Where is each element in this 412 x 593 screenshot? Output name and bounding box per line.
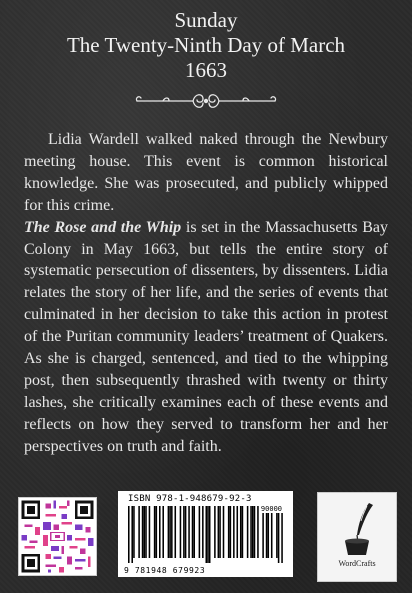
- barcode-bar: [278, 506, 280, 563]
- barcode-bar: [168, 506, 170, 558]
- barcode-bar: [219, 506, 221, 558]
- barcode-bar: [230, 506, 232, 558]
- barcode-bar: [206, 506, 208, 563]
- description-paragraph-1: Lidia Wardell walked naked through the Newbury meeting house. This event is common historical knowledge. She was prosecuted, and publicly whipped for this crime.: [24, 131, 388, 214]
- barcode-bar: [193, 506, 195, 558]
- barcode-bar: [145, 506, 147, 558]
- barcode-bar: [138, 506, 140, 558]
- barcode-bar: [223, 506, 225, 558]
- barcode-bar: [192, 506, 194, 558]
- qr-code-icon: [19, 498, 96, 575]
- barcode-bar: [237, 506, 239, 558]
- barcode-bar: [199, 506, 201, 558]
- barcode-bar: [240, 506, 242, 558]
- heading-date: The Twenty-Ninth Day of March: [66, 33, 346, 57]
- barcode-bar: [185, 506, 187, 558]
- publisher-name: WordCrafts: [338, 559, 376, 568]
- barcode-bar: [156, 506, 158, 558]
- barcode-bar: [131, 506, 133, 563]
- barcode-bar: [175, 506, 177, 558]
- quill-inkwell-icon: [333, 501, 381, 557]
- barcode-bar: [202, 506, 204, 558]
- barcode-bar: [250, 506, 252, 558]
- barcode-bar: [247, 506, 249, 558]
- barcode-bar: [180, 506, 182, 558]
- barcode-bar: [214, 506, 216, 558]
- barcode-bar: [209, 506, 211, 563]
- barcode-bar: [276, 506, 278, 558]
- book-title: The Rose and the Whip: [24, 218, 182, 236]
- barcode-bars: [128, 506, 283, 563]
- description-paragraph-2: [24, 217, 388, 458]
- barcode-bar: [207, 506, 209, 563]
- barcode-bar: [159, 506, 161, 558]
- barcode-bar: [268, 506, 270, 558]
- barcode-bar: [169, 506, 171, 558]
- barcode-bar: [128, 506, 130, 563]
- barcode-bar: [228, 506, 230, 558]
- description-paragraph-2-text: is set in the Massachusetts Bay Colony in May 1663, but tells the entire story of systematic persecution of dissenters, by dissenters. Lidia relates the story of her life, and the series of events that culminated in her decision to take this action in protest of the Puritan community leaders’ treatment of Quakers. As she is charged, sentenced, and tied to the whipping post, then subsequently thrashed with twenty or thirty lashes, she critically examines each of these events and reflects on how they served to transform her and her perspectives on truth and faith.: [24, 218, 388, 455]
- book-description: [24, 129, 388, 458]
- barcode-bar: [233, 506, 235, 558]
- barcode-bar: [149, 506, 151, 558]
- barcode-bar: [144, 506, 146, 558]
- barcode-bar: [262, 506, 264, 558]
- heading-year: 1663: [185, 58, 227, 82]
- ean-digits: 9 781948 679923: [124, 566, 206, 575]
- barcode-bar: [266, 506, 268, 558]
- date-heading: [0, 8, 412, 83]
- barcode-bar: [183, 506, 185, 558]
- barcode-bar: [171, 506, 173, 558]
- barcode-bar: [257, 506, 259, 558]
- barcode-bar: [271, 506, 273, 558]
- barcode-bar: [188, 506, 190, 558]
- barcode-bar: [252, 506, 254, 558]
- barcode-bar: [154, 506, 156, 558]
- price-code: 90000: [260, 505, 282, 513]
- publisher-logo: [317, 492, 397, 582]
- isbn-label: ISBN 978-1-948679-92-3: [128, 494, 252, 504]
- isbn-barcode: [118, 491, 293, 577]
- scroll-ornament-icon: [133, 89, 279, 113]
- barcode-bar: [142, 506, 144, 558]
- barcode-bar: [218, 506, 220, 558]
- barcode-bar: [281, 506, 283, 563]
- qr-code[interactable]: [18, 497, 97, 576]
- barcode-bar: [254, 506, 256, 558]
- heading-day: Sunday: [174, 8, 238, 32]
- barcode-bar: [133, 506, 135, 558]
- barcode-bar: [162, 506, 164, 558]
- barcode-bar: [242, 506, 244, 558]
